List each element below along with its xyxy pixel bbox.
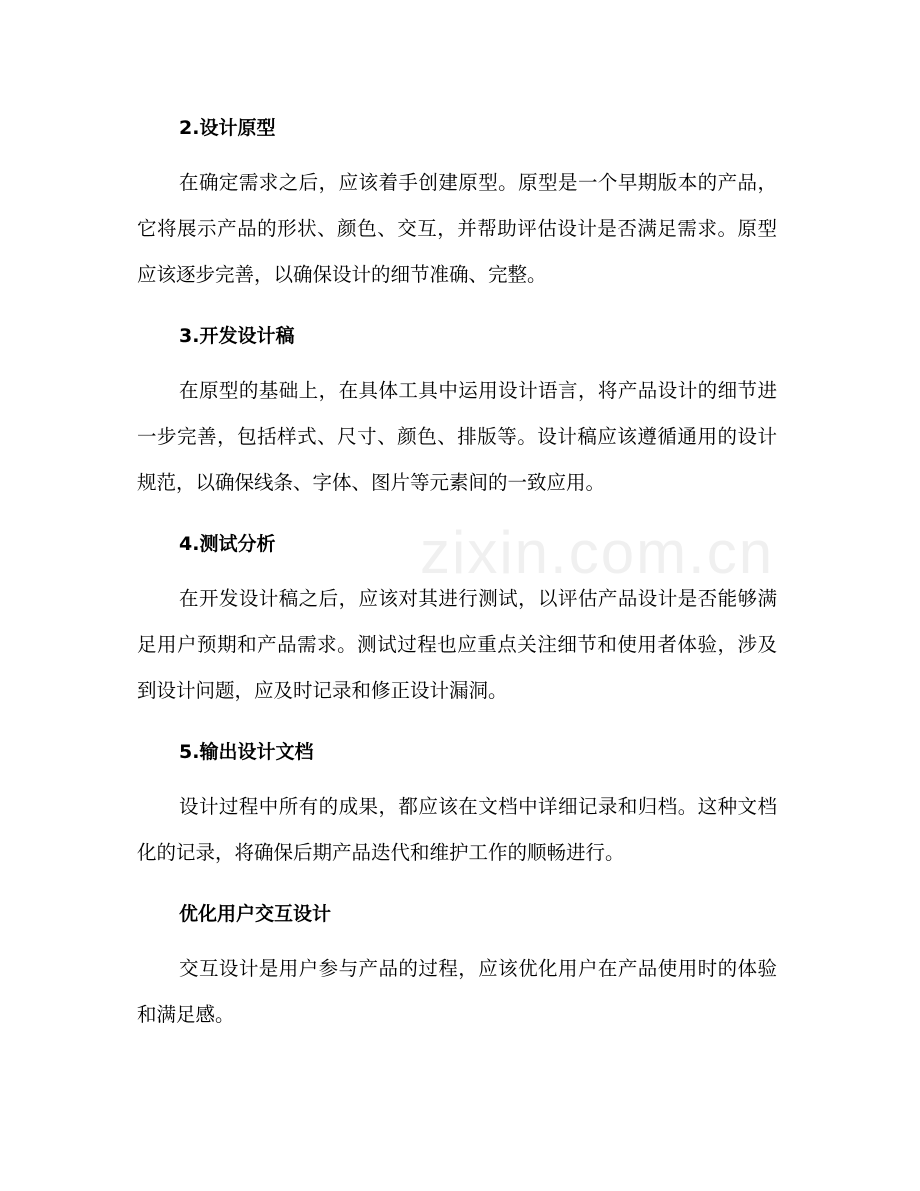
watermark: zixin.com.cn bbox=[420, 519, 775, 586]
section-heading: 3.开发设计稿 bbox=[179, 325, 295, 347]
section-heading: 5.输出设计文档 bbox=[179, 741, 314, 763]
section-heading: 2.设计原型 bbox=[179, 117, 276, 139]
section-paragraph: 交互设计是用户参与产品的过程，应该优化用户在产品使用时的体验和满足感。 bbox=[137, 957, 777, 1026]
section-heading: 优化用户交互设计 bbox=[179, 903, 332, 925]
section-paragraph: 在原型的基础上，在具体工具中运用设计语言，将产品设计的细节进一步完善，包括样式、尺寸、颜色、排版等。设计稿应该遵循通用的设计规范，以确保线条、字体、图片等元素间的一致应用。 bbox=[137, 379, 777, 494]
section-heading: 4.测试分析 bbox=[179, 533, 276, 555]
section-paragraph: 在开发设计稿之后，应该对其进行测试，以评估产品设计是否能够满足用户预期和产品需求。测试过程也应重点关注细节和使用者体验，涉及到设计问题，应及时记录和修正设计漏洞。 bbox=[137, 587, 777, 702]
section-paragraph: 在确定需求之后，应该着手创建原型。原型是一个早期版本的产品，它将展示产品的形状、颜色、交互，并帮助评估设计是否满足需求。原型应该逐步完善，以确保设计的细节准确、完整。 bbox=[137, 171, 777, 286]
document-body bbox=[137, 106, 777, 1038]
section-paragraph: 设计过程中所有的成果，都应该在文档中详细记录和归档。这种文档化的记录，将确保后期产品迭代和维护工作的顺畅进行。 bbox=[137, 795, 777, 864]
